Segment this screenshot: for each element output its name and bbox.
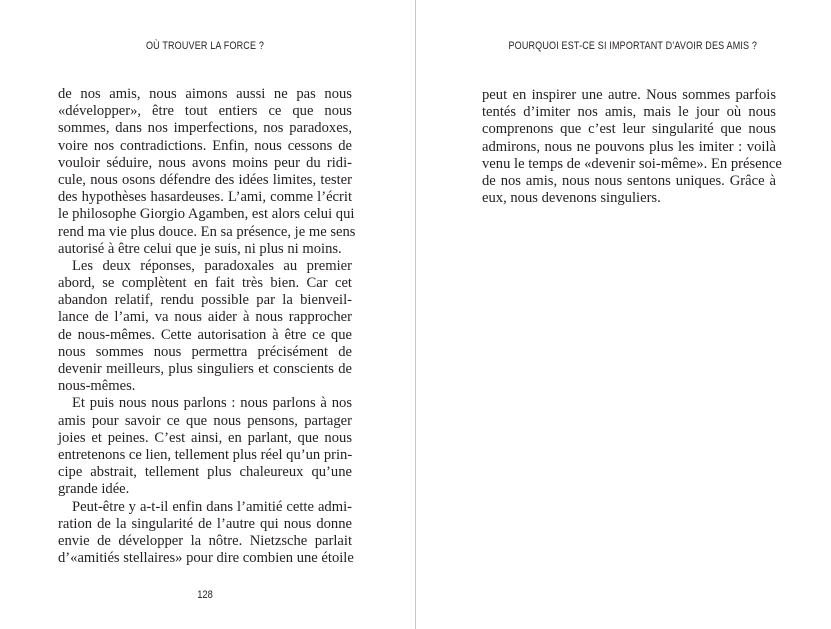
text-line: autorisé à être celui que je suis, ni plus ni moins. [58,240,342,257]
text-line: devenir meilleurs, plus singuliers et conscients de [58,361,352,377]
text-line: Les deux réponses, paradoxales au premier [72,257,352,274]
text-line: envie de développer la nôtre. Nietzsche parlait [58,532,352,549]
text-line: comprenons que c’est leur singularité que nous [482,121,776,138]
text-line: entretenons ce lien, tellement plus réel qu’un prin- [58,446,353,463]
text-line: nous sommes nous permettra précisément de [58,343,352,360]
text-line: venu le temps de «devenir soi-même». En présence [482,155,782,172]
page-gutter-divider [415,0,416,629]
text-line: de nous-mêmes. Cette autorisation à être ce que [58,326,352,343]
text-line: joies et peines. C’est ainsi, en parlant, que nous [58,429,352,446]
text-line: abord, se complètent en fait très bien. Car cet [58,275,352,292]
text-line: d’«amitiés stellaires» pour dire combien une étoile [58,550,354,567]
text-line: peut en inspirer une autre. Nous sommes parfois [482,87,776,103]
text-line: Peut-être y a-t-il enfin dans l’amitié cette admi- [72,498,352,515]
text-line: sommes, dans nos imperfections, nos paradoxes, [58,120,352,137]
text-line: cipe abstrait, tellement plus chaleureux qu’une [58,464,352,481]
right-page-body [482,87,782,207]
text-line: ration de la singularité de l’autre qui nous donne [58,515,352,532]
text-line: voire nos contradictions. Enfin, nous cessons de [58,137,352,154]
left-running-header: OÙ TROUVER LA FORCE ? [145,40,265,52]
text-line: cule, nous osons défendre des idées limites, tester [58,171,352,188]
text-line: amis pour savoir ce que nous pensons, partager [58,412,352,429]
page-number: 128 [197,589,213,601]
text-line: nous-mêmes. [58,378,136,395]
text-line: tentés d’imiter nos amis, mais le jour où nous [482,104,776,121]
text-line: vouloir séduire, nous avons moins peur du ridi- [58,154,352,171]
text-line: Et puis nous nous parlons : nous parlons à nos [72,395,352,412]
right-running-header: POURQUOI EST-CE SI IMPORTANT D’AVOIR DES AMIS ? [508,40,758,52]
text-line: abandon relatif, rendu possible par la bienveil- [58,292,352,309]
left-page-body [58,86,356,567]
text-line: lance de l’ami, va nous aider à nous rapprocher [58,309,352,326]
text-line: de nos amis, nous aimons aussi ne pas nous [58,86,352,102]
text-line: eux, nous devenons singuliers. [482,190,661,207]
text-line: grande idée. [58,481,130,498]
text-line: le philosophe Giorgio Agamben, est alors celui qui [58,206,355,223]
text-line: de nos amis, nous nous sentons uniques. Grâce à [482,172,776,189]
text-line: des hypothèses hasardeuses. L’ami, comme l’écrit [58,189,352,206]
text-line: «développer», être tout entiers ce que nous [58,103,352,120]
text-line: rend ma vie plus douce. En sa présence, je me sens [58,223,356,240]
text-line: admirons, nous ne pouvons plus les imiter : voilà [482,138,776,155]
